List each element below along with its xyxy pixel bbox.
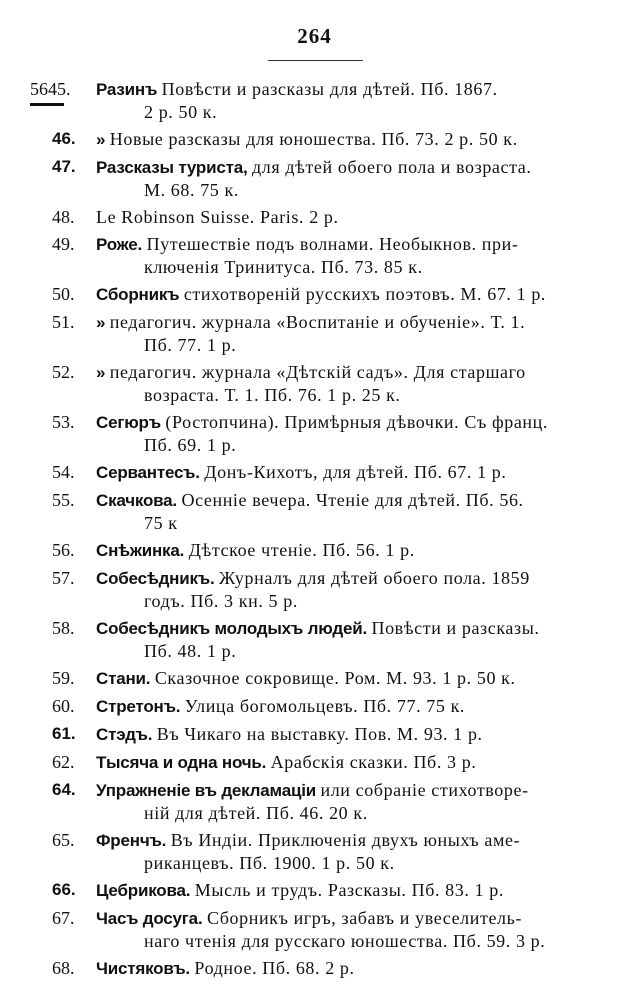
entry-text: Сказочное сокровище. Ром. М. 93. 1 р. 50 к. bbox=[154, 668, 516, 688]
header-rule bbox=[268, 60, 363, 61]
entry-number: 62. bbox=[52, 752, 75, 772]
entry-text: или собраніе стихотворе- bbox=[320, 780, 529, 800]
catalog-entry bbox=[0, 411, 629, 456]
entry-continuation: риканцевъ. Пб. 1900. 1 р. 50 к. bbox=[144, 853, 395, 873]
entry-continuation: Пб. 69. 1 р. bbox=[144, 435, 237, 455]
entry-number: 47. bbox=[52, 157, 76, 176]
entry-text: Журналъ для дѣтей обоего пола. 1859 bbox=[219, 568, 530, 588]
entry-author: Чистяковъ. bbox=[96, 959, 190, 978]
entry-text: Родное. Пб. 68. 2 р. bbox=[194, 958, 355, 978]
catalog-entry bbox=[0, 539, 629, 562]
entry-text: Сборникъ игръ, забавъ и увеселитель- bbox=[206, 908, 523, 928]
entry-continuation: возраста. Т. 1. Пб. 76. 1 р. 25 к. bbox=[144, 385, 401, 405]
catalog-entry bbox=[0, 128, 629, 151]
entry-author: Тысяча и одна ночь. bbox=[96, 753, 267, 772]
entry-number: 56. bbox=[52, 540, 75, 560]
entry-author: Роже. bbox=[96, 235, 143, 254]
entry-continuation: Пб. 77. 1 р. bbox=[144, 335, 237, 355]
entry-continuation: ключенія Тринитуса. Пб. 73. 85 к. bbox=[144, 257, 423, 277]
entry-author: Собесѣдникъ молодыхъ людей. bbox=[96, 619, 367, 638]
entry-text: Осенніе вечера. Чтеніе для дѣтей. Пб. 56. bbox=[181, 490, 524, 510]
entry-author: Сервантесъ. bbox=[96, 463, 200, 482]
catalog-entry bbox=[0, 156, 629, 201]
entry-author: Собесѣдникъ. bbox=[96, 569, 215, 588]
entry-text: Арабскія сказки. Пб. 3 р. bbox=[270, 752, 477, 772]
entry-text: для дѣтей обоего пола и возраста. bbox=[252, 157, 532, 177]
entry-number: 67. bbox=[52, 908, 75, 928]
entry-continuation: Пб. 48. 1 р. bbox=[144, 641, 237, 661]
catalog-entry bbox=[0, 311, 629, 356]
entry-author: » bbox=[96, 130, 106, 149]
entry-number: 51. bbox=[52, 312, 75, 332]
entry-text: (Ростопчина). Примѣрныя дѣвочки. Съ франц. bbox=[165, 412, 548, 432]
catalog-entry bbox=[0, 667, 629, 690]
entry-continuation: М. 68. 75 к. bbox=[144, 180, 239, 200]
catalog-entry bbox=[0, 957, 629, 980]
entry-text: Повѣсти и разсказы для дѣтей. Пб. 1867. bbox=[161, 79, 498, 99]
catalog-entry bbox=[0, 283, 629, 306]
entry-text: педагогич. журнала «Воспитаніе и обученіе». Т. 1. bbox=[109, 312, 526, 332]
catalog-entry bbox=[0, 78, 629, 123]
catalog-entry bbox=[0, 723, 629, 746]
catalog-entry bbox=[0, 233, 629, 278]
entry-continuation: 2 р. 50 к. bbox=[144, 102, 218, 122]
entry-text: Въ Индіи. Приключенія двухъ юныхъ аме- bbox=[170, 830, 521, 850]
entry-number: 61. bbox=[52, 724, 76, 743]
entry-author: Скачкова. bbox=[96, 491, 177, 510]
entry-author: Снѣжинка. bbox=[96, 541, 185, 560]
entry-continuation: наго чтенія для русскаго юношества. Пб. 59. 3 р. bbox=[144, 931, 546, 951]
entry-author: Френчъ. bbox=[96, 831, 167, 850]
entry-number: 52. bbox=[52, 362, 75, 382]
entry-author: Разсказы туриста, bbox=[96, 158, 248, 177]
entry-author: Часъ досуга. bbox=[96, 909, 203, 928]
entry-number: 65. bbox=[52, 830, 75, 850]
entry-author: Сегюръ bbox=[96, 413, 161, 432]
catalog-entries bbox=[0, 78, 629, 985]
entry-text: Мысль и трудъ. Разсказы. Пб. 83. 1 р. bbox=[194, 880, 504, 900]
entry-author: Сборникъ bbox=[96, 285, 180, 304]
number-underline bbox=[30, 103, 64, 106]
entry-author: Разинъ bbox=[96, 80, 158, 99]
entry-number: 48. bbox=[52, 207, 75, 227]
entry-number: 54. bbox=[52, 462, 75, 482]
entry-number: 57. bbox=[52, 568, 75, 588]
entry-number: 68. bbox=[52, 958, 75, 978]
catalog-entry bbox=[0, 461, 629, 484]
catalog-entry bbox=[0, 361, 629, 406]
entry-author: » bbox=[96, 363, 106, 382]
page-number: 264 bbox=[297, 24, 332, 48]
entry-number: 60. bbox=[52, 696, 75, 716]
entry-number: 53. bbox=[52, 412, 75, 432]
entry-continuation: годъ. Пб. 3 кн. 5 р. bbox=[144, 591, 298, 611]
catalog-entry bbox=[0, 567, 629, 612]
entry-author: Цебрикова. bbox=[96, 881, 191, 900]
entry-text: Дѣтское чтеніе. Пб. 56. 1 р. bbox=[188, 540, 415, 560]
entry-continuation: 75 к bbox=[144, 513, 178, 533]
catalog-entry bbox=[0, 879, 629, 902]
entry-number: 50. bbox=[52, 284, 75, 304]
entry-number: 46. bbox=[52, 129, 76, 148]
entry-text: Le Robinson Suisse. Paris. 2 р. bbox=[96, 207, 339, 227]
catalog-entry bbox=[0, 751, 629, 774]
entry-author: Стани. bbox=[96, 669, 151, 688]
entry-number: 64. bbox=[52, 780, 76, 799]
entry-text: Путешествіе подъ волнами. Необыкнов. при- bbox=[146, 234, 519, 254]
entry-text: Улица богомольцевъ. Пб. 77. 75 к. bbox=[184, 696, 466, 716]
entry-author: Стэдъ. bbox=[96, 725, 153, 744]
entry-text: педагогич. журнала «Дѣтскій садъ». Для старшаго bbox=[109, 362, 526, 382]
entry-text: Донъ-Кихотъ, для дѣтей. Пб. 67. 1 р. bbox=[204, 462, 507, 482]
entry-author: Стретонъ. bbox=[96, 697, 181, 716]
catalog-entry bbox=[0, 829, 629, 874]
entry-number: 58. bbox=[52, 618, 75, 638]
catalog-entry bbox=[0, 779, 629, 824]
catalog-entry bbox=[0, 206, 629, 228]
entry-author: » bbox=[96, 313, 106, 332]
catalog-entry bbox=[0, 489, 629, 534]
entry-number: 49. bbox=[52, 234, 75, 254]
entry-author: Упражненіе въ декламаціи bbox=[96, 781, 316, 800]
entry-number: 55. bbox=[52, 490, 75, 510]
entry-text: Въ Чикаго на выставку. Пов. М. 93. 1 р. bbox=[156, 724, 483, 744]
entry-text: стихотвореній русскихъ поэтовъ. М. 67. 1 р. bbox=[183, 284, 547, 304]
entry-number: 66. bbox=[52, 880, 76, 899]
catalog-entry bbox=[0, 695, 629, 718]
entry-text: Повѣсти и разсказы. bbox=[371, 618, 540, 638]
catalog-entry bbox=[0, 907, 629, 952]
entry-number: 59. bbox=[52, 668, 75, 688]
entry-text: Новые разсказы для юношества. Пб. 73. 2 р. 50 к. bbox=[109, 129, 518, 149]
catalog-entry bbox=[0, 617, 629, 662]
entry-number: 5645. bbox=[30, 79, 71, 99]
entry-continuation: ній для дѣтей. Пб. 46. 20 к. bbox=[144, 803, 368, 823]
